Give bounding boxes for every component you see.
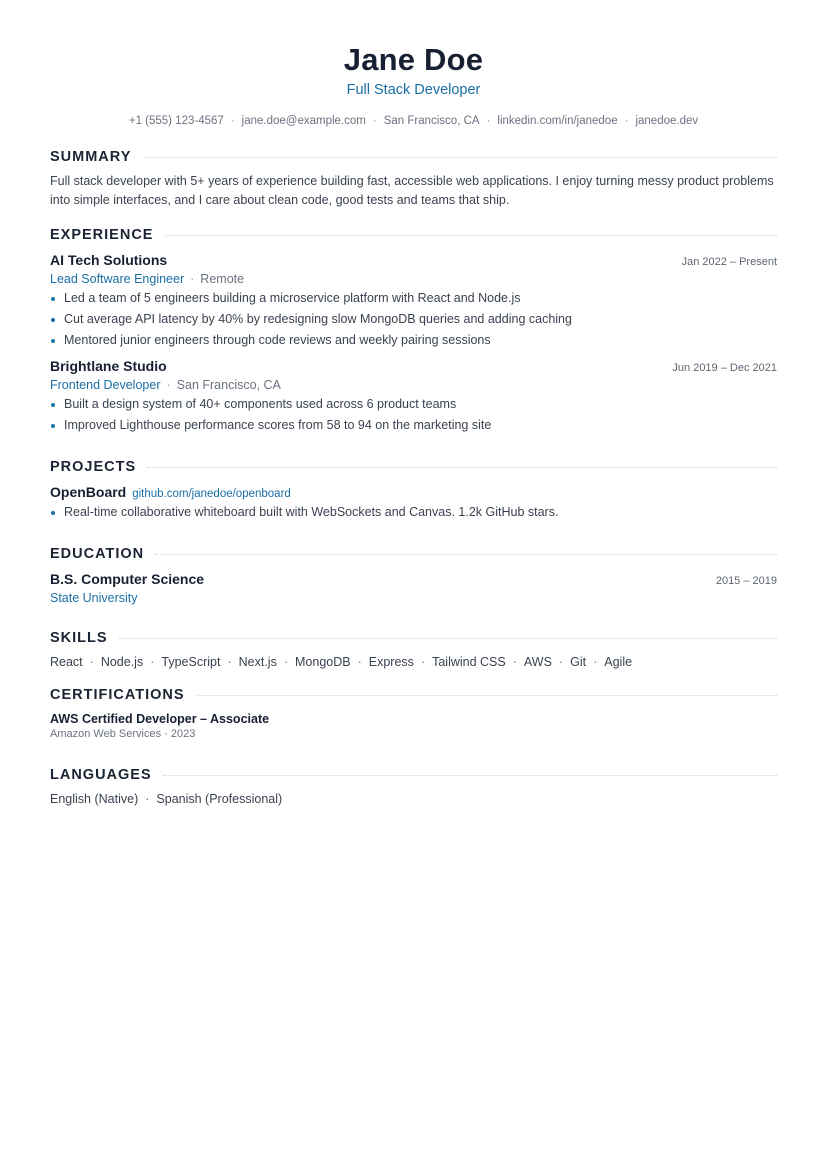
skill-separator: ·: [150, 655, 155, 669]
degree: B.S. Computer Science: [50, 571, 205, 587]
skill-separator: ·: [357, 655, 362, 669]
skill-item: TypeScript: [161, 655, 221, 669]
bullet-item: Cut average API latency by 40% by redesigning slow MongoDB queries and adding caching: [50, 309, 777, 330]
contact-separator: ·: [486, 115, 491, 127]
contact-separator: ·: [372, 115, 377, 127]
section-header: [50, 226, 777, 244]
job-role: Frontend Developer: [50, 378, 161, 392]
section-header: [50, 458, 777, 476]
section-divider: [119, 638, 777, 639]
section-title: CERTIFICATIONS: [50, 687, 185, 703]
section-title: EDUCATION: [50, 546, 145, 562]
job-subtitle: [50, 377, 777, 393]
project-entry: [50, 484, 777, 523]
job-header: [50, 252, 777, 268]
job-role: Lead Software Engineer: [50, 272, 185, 286]
project-bullets: [50, 502, 777, 523]
section-header: [50, 686, 777, 704]
candidate-name: Jane Doe: [343, 42, 484, 77]
project-link[interactable]: github.com/janedoe/openboard: [132, 488, 291, 500]
section-header: [50, 545, 777, 563]
school: [50, 590, 777, 606]
location: San Francisco, CA: [383, 115, 480, 127]
job-entry: [50, 252, 777, 351]
skill-item: Agile: [604, 655, 633, 669]
subtitle-separator: ·: [190, 272, 195, 286]
skill-separator: ·: [227, 655, 232, 669]
skill-separator: ·: [593, 655, 598, 669]
section-header: [50, 766, 777, 784]
section-title: PROJECTS: [50, 459, 137, 475]
languages-section: [50, 766, 777, 806]
language-item: Spanish (Professional): [156, 792, 283, 806]
projects-section: [50, 458, 777, 523]
job-dates: Jun 2019 – Dec 2021: [672, 362, 777, 374]
skill-separator: ·: [420, 655, 426, 669]
skill-item: Tailwind CSS: [432, 655, 506, 669]
job-dates: Jan 2022 – Present: [681, 256, 777, 268]
job-bullets: [50, 288, 777, 351]
experience-section: [50, 226, 777, 436]
section-divider: [163, 775, 777, 776]
section-title: SKILLS: [50, 630, 108, 646]
skill-item: Next.js: [238, 655, 277, 669]
bullet-item: Led a team of 5 engineers building a microservice platform with React and Node.js: [50, 288, 777, 309]
bullet-item: Mentored junior engineers through code reviews and weekly pairing sessions: [50, 330, 777, 351]
email-link[interactable]: jane.doe@example.com: [241, 115, 366, 127]
certification-name: AWS Certified Developer – Associate: [50, 712, 270, 726]
skill-item: Express: [368, 655, 414, 669]
job-location: Remote: [200, 272, 245, 286]
summary-section: [50, 148, 777, 210]
section-divider: [142, 157, 777, 158]
bullet-item: Improved Lighthouse performance scores from 58 to 94 on the marketing site: [50, 415, 777, 436]
section-divider: [155, 554, 777, 555]
company-name: Brightlane Studio: [50, 358, 167, 374]
skill-separator: ·: [512, 655, 517, 669]
contact-separator: ·: [624, 115, 629, 127]
contact-line: [50, 114, 777, 128]
contact-separator: ·: [230, 115, 235, 127]
certifications-section: [50, 686, 777, 742]
section-header: [50, 148, 777, 166]
education-entry: [50, 571, 777, 606]
phone: +1 (555) 123-4567: [128, 115, 224, 127]
candidate-title: Full Stack Developer: [346, 82, 481, 98]
section-title: EXPERIENCE: [50, 227, 154, 243]
skill-item: React: [50, 655, 83, 669]
skill-item: AWS: [523, 655, 552, 669]
company-name: AI Tech Solutions: [50, 252, 168, 268]
education-dates: 2015 – 2019: [715, 575, 777, 587]
project-name: OpenBoard: [50, 484, 127, 500]
job-subtitle: [50, 271, 777, 287]
certification-entry: [50, 711, 777, 742]
education-header: [50, 571, 777, 587]
website-link[interactable]: janedoe.dev: [635, 115, 699, 127]
certification-meta: Amazon Web Services · 2023: [50, 728, 196, 740]
section-title: SUMMARY: [50, 149, 132, 165]
education-section: [50, 545, 777, 606]
skill-separator: ·: [283, 655, 288, 669]
project-header: [50, 484, 777, 502]
languages-list: [50, 792, 777, 806]
bullet-item: Built a design system of 40+ components used across 6 product teams: [50, 394, 777, 415]
language-item: English (Native): [50, 792, 139, 806]
section-divider: [147, 467, 777, 468]
bullet-item: Real-time collaborative whiteboard built with WebSockets and Canvas. 1.2k GitHub stars.: [50, 502, 777, 523]
section-divider: [196, 695, 777, 696]
skills-section: [50, 629, 777, 669]
linkedin-link[interactable]: linkedin.com/in/janedoe: [497, 115, 618, 127]
job-entry: [50, 358, 777, 436]
summary-text: Full stack developer with 5+ years of experience building fast, accessible web applications. I enjoy turning messy product problems into simple interfaces, and I care about clean code, good tests and teams that ship.: [50, 174, 774, 207]
subtitle-separator: ·: [166, 378, 171, 392]
section-divider: [164, 235, 777, 236]
skills-list: [50, 655, 777, 669]
skill-separator: ·: [89, 655, 94, 669]
skill-item: Git: [570, 655, 587, 669]
school-name: State University: [50, 591, 138, 605]
skill-item: Node.js: [100, 655, 144, 669]
skill-item: MongoDB: [295, 655, 351, 669]
section-title: LANGUAGES: [50, 767, 152, 783]
skill-separator: ·: [558, 655, 564, 669]
section-header: [50, 629, 777, 647]
job-bullets: [50, 394, 777, 436]
language-separator: ·: [145, 792, 150, 806]
resume-header: [50, 0, 777, 128]
job-header: [50, 358, 777, 374]
job-location: San Francisco, CA: [176, 378, 281, 392]
